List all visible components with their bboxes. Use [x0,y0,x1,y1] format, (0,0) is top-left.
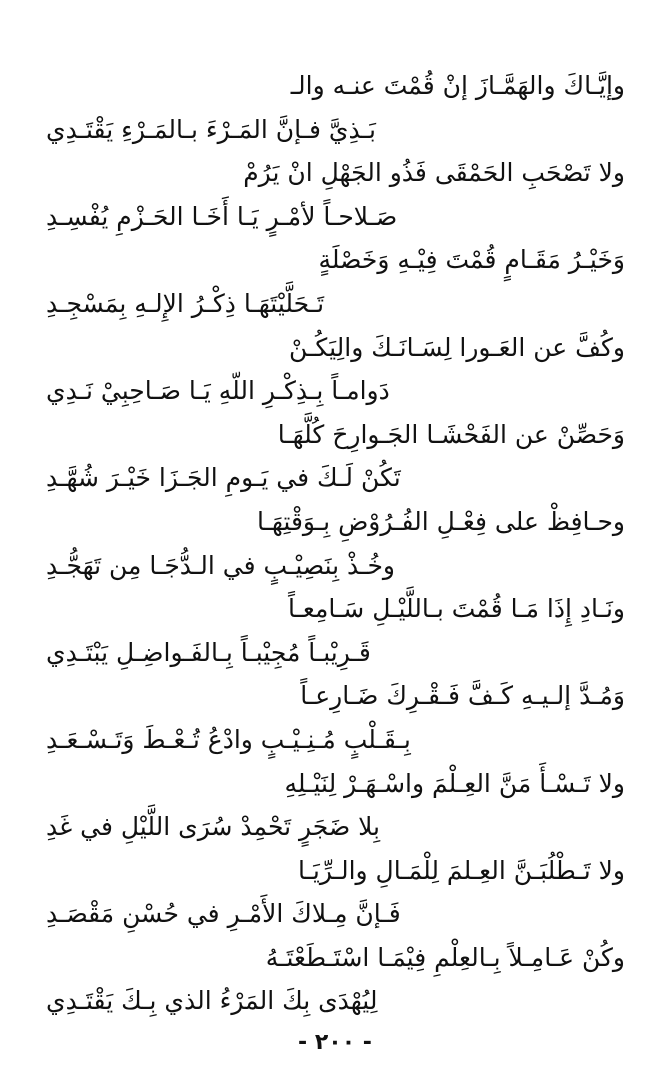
verse-first-hemistich: وكُنْ عَـامِـلاً بِـالعِلْمِ فِيْمَـا اسْتَـطَعْتَـهُ [265,942,625,972]
verse-second-hemistich: قَـرِيْبـاً مُجِيْبـاً بِـالفَـواضِـلِ يَبْتَـدِي [46,637,371,667]
page-number: - ٢٠٠ - [298,1030,372,1055]
verse-second-hemistich: تَـحَلَّيْتَهَـا ذِكْـرُ الإِلـهِ بِمَسْجِـدِ [46,288,325,318]
verse-second-hemistich: وخُـذْ بِنَصِيْـبٍ في الـدُّجَـا مِن تَهَجُّـدِ [46,550,395,580]
poem-verses [40,64,625,1023]
verse-first-hemistich: ولا تَصْحَبِ الحَمْقَى فَذُو الجَهْلِ انْ يَرُمْ [243,158,625,188]
verse-first-hemistich: وكُفَّ عن العَـورا لِسَـانَـكَ والِيَكُـنْ [288,332,625,362]
verse-first-hemistich: وَمُـدَّ إلـيـهِ كَـفَّ فَـقْـرِكَ ضَـارِعـاً [300,681,625,711]
verse-second-hemistich: دَوامـاً بِـذِكْـرِ اللّهِ يَـا صَـاحِبِيْ نَـدِي [46,376,390,406]
verse-second-hemistich: صَـلاحـاً لأمْـرٍ يَـا أَخَـا الحَـزْمِ يُفْسِـدِ [46,201,398,231]
verse-first-hemistich: وَحَصِّنْ عن الفَحْشَـا الجَـوارِحَ كُلَّهَـا [277,419,625,449]
verse-first-hemistich: وَخَيْـرُ مَقَـامٍ قُمْتَ فِيْـهِ وَخَصْلَةٍ [318,245,625,275]
verse-first-hemistich: ولا تَـطْلُبَـنَّ العِـلمَ لِلْمَـالِ والـرِّيَـا [297,855,625,885]
verse-first-hemistich: ونَـادِ إِذَا مَـا قُمْتَ بـاللَّيْـلِ سَـامِعـاً [287,594,625,624]
verse-first-hemistich: ولا تَـسْـأَ مَنَّ العِـلْمَ واسْـهَـرْ لِنَيْـلِهِ [284,768,625,798]
verse-second-hemistich: بِلا ضَجَرٍ تَحْمِدْ سُرَى اللَّيْلِ في غَدِ [46,812,380,842]
verse-second-hemistich: لِيُهْدَى بِكَ المَرْءُ الذي بِـكَ يَقْتَـدِي [46,986,378,1016]
verse-second-hemistich: فَـإنَّ مِـلاكَ الأَمْـرِ في حُسْنِ مَقْصَـدِ [46,899,401,929]
verse-second-hemistich: بَـذِيَّ فـإنَّ المَـرْءَ بـالمَـرْءِ يَقْتَـدِي [46,114,376,144]
verse-second-hemistich: بِـقَـلْبٍ مُـنِـيْـبٍ وادْعُ تُـعْـطَ وَتَـسْـعَـدِ [46,724,411,754]
verse-second-hemistich: تَكُنْ لَـكَ في يَـومِ الجَـزَا خَيْـرَ شُهَّـدِ [46,463,401,493]
verse-first-hemistich: وحـافِظْ على فِعْـلِ الفُـرُوْضِ بِـوَقْتِهَـا [256,506,625,536]
verse-first-hemistich: وإيَّـاكَ والهَمَّـازَ إنْ قُمْتَ عنـه والـ [290,71,625,100]
